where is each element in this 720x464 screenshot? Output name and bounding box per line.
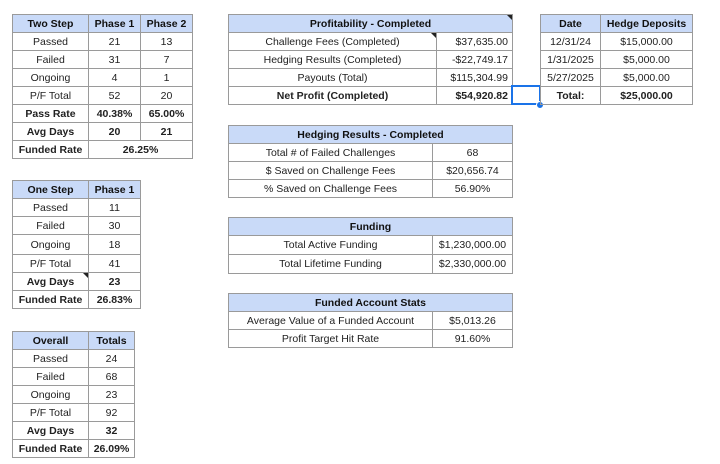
cell[interactable]: $1,230,000.00 [433,236,513,255]
cell[interactable]: 68 [433,144,513,162]
table-row [13,217,141,235]
row-label[interactable]: Ongoing [13,235,89,255]
date-cell[interactable]: 12/31/24 [541,33,601,51]
date-header[interactable]: Date [541,15,601,33]
table-row [13,404,135,422]
row-label[interactable]: Avg Days [13,123,89,141]
cell[interactable]: 32 [89,422,135,440]
cell[interactable]: 1 [141,69,193,87]
table-row [229,87,513,105]
cell[interactable]: $54,920.82 [437,87,513,105]
cell[interactable]: 7 [141,51,193,69]
table-row [13,422,135,440]
row-label[interactable]: Payouts (Total) [229,69,437,87]
table-row [229,162,513,180]
cell[interactable]: 65.00% [141,105,193,123]
table-row [13,87,193,105]
cell[interactable]: 23 [89,386,135,404]
row-label[interactable]: Funded Rate [13,141,89,159]
overall-header[interactable]: Overall [13,332,89,350]
cell[interactable]: 11 [89,199,141,217]
cell[interactable]: 26.09% [89,440,135,458]
one-step-table [12,180,141,309]
row-label[interactable]: Average Value of a Funded Account [229,312,433,330]
table-row [13,199,141,217]
cell[interactable]: 24 [89,350,135,368]
table-row [229,312,513,330]
cell[interactable]: $37,635.00 [437,33,513,51]
cell[interactable]: $5,000.00 [601,51,693,69]
row-label[interactable]: Failed [13,368,89,386]
cell[interactable]: $5,013.26 [433,312,513,330]
profitability-table [228,14,513,105]
selected-cell[interactable] [512,86,540,104]
cell[interactable]: 18 [89,235,141,255]
phase-1-header[interactable]: Phase 1 [89,15,141,33]
hedge-deposits-table [540,14,693,105]
cell[interactable]: 13 [141,33,193,51]
cell[interactable]: 56.90% [433,180,513,198]
row-label[interactable]: Total # of Failed Challenges [229,144,433,162]
two-step-table [12,14,193,159]
table-row [13,273,141,291]
table-row [13,235,141,255]
date-cell[interactable]: 5/27/2025 [541,69,601,87]
cell[interactable]: 31 [89,51,141,69]
funding-title[interactable]: Funding [229,218,513,236]
table-row [229,33,513,51]
cell[interactable]: 92 [89,404,135,422]
cell[interactable]: 52 [89,87,141,105]
row-label[interactable]: Pass Rate [13,105,89,123]
row-label[interactable]: Failed [13,51,89,69]
row-label[interactable]: Passed [13,199,89,217]
table-row [13,291,141,309]
table-row [541,87,693,105]
table-row [13,123,193,141]
cell[interactable]: 20 [141,87,193,105]
cell[interactable]: 21 [89,33,141,51]
profitability-title[interactable]: Profitability - Completed [229,15,513,33]
hedging-title[interactable]: Hedging Results - Completed [229,126,513,144]
table-row [229,236,513,255]
row-label[interactable]: Funded Rate [13,291,89,309]
phase-2-header[interactable]: Phase 2 [141,15,193,33]
row-label[interactable]: Total Active Funding [229,236,433,255]
funding-table [228,217,513,274]
cell[interactable]: 23 [89,273,141,291]
hedging-results-table [228,125,513,198]
cell[interactable]: $20,656.74 [433,162,513,180]
table-row [13,386,135,404]
total-label[interactable]: Total: [541,87,601,105]
funded-rate-value[interactable]: 26.25% [89,141,193,159]
cell[interactable]: 20 [89,123,141,141]
row-label[interactable]: Challenge Fees (Completed) [229,33,437,51]
table-row [13,33,193,51]
two-step-header[interactable]: Two Step [13,15,89,33]
table-row [541,33,693,51]
table-row [229,330,513,348]
row-label[interactable]: % Saved on Challenge Fees [229,180,433,198]
row-label[interactable]: Passed [13,33,89,51]
row-label[interactable]: Profit Target Hit Rate [229,330,433,348]
cell[interactable]: 91.60% [433,330,513,348]
cell[interactable]: $2,330,000.00 [433,255,513,274]
funded-stats-title[interactable]: Funded Account Stats [229,294,513,312]
table-row [13,368,135,386]
cell[interactable]: 68 [89,368,135,386]
cell[interactable]: -$22,749.17 [437,51,513,69]
row-label[interactable]: P/F Total [13,255,89,273]
table-row [541,69,693,87]
table-row [229,180,513,198]
row-label[interactable]: Avg Days [13,273,89,291]
table-row [229,69,513,87]
table-row [229,51,513,69]
row-label[interactable]: Ongoing [13,386,89,404]
row-label[interactable]: Ongoing [13,69,89,87]
table-row [13,255,141,273]
totals-header[interactable]: Totals [89,332,135,350]
row-label[interactable]: P/F Total [13,87,89,105]
row-label[interactable]: Hedging Results (Completed) [229,51,437,69]
table-row [229,144,513,162]
row-label[interactable]: Failed [13,217,89,235]
table-row [541,51,693,69]
row-label[interactable]: Net Profit (Completed) [229,87,437,105]
cell[interactable]: 21 [141,123,193,141]
overall-table [12,331,135,458]
cell[interactable]: 4 [89,69,141,87]
cell[interactable]: $5,000.00 [601,69,693,87]
table-row [13,440,135,458]
funded-account-stats-table [228,293,513,348]
total-value[interactable]: $25,000.00 [601,87,693,105]
row-label[interactable]: $ Saved on Challenge Fees [229,162,433,180]
cell[interactable]: $115,304.99 [437,69,513,87]
cell[interactable]: 30 [89,217,141,235]
row-label[interactable]: Avg Days [13,422,89,440]
row-label[interactable]: Total Lifetime Funding [229,255,433,274]
row-label[interactable]: Passed [13,350,89,368]
phase-1-header[interactable]: Phase 1 [89,181,141,199]
table-row [13,350,135,368]
row-label[interactable]: Funded Rate [13,440,89,458]
table-row [13,51,193,69]
one-step-header[interactable]: One Step [13,181,89,199]
table-row [13,141,193,159]
hedge-deposits-header[interactable]: Hedge Deposits [601,15,693,33]
cell[interactable]: 41 [89,255,141,273]
table-row [13,105,193,123]
cell[interactable]: $15,000.00 [601,33,693,51]
date-cell[interactable]: 1/31/2025 [541,51,601,69]
row-label[interactable]: P/F Total [13,404,89,422]
table-row [229,255,513,274]
table-row [13,69,193,87]
cell[interactable]: 40.38% [89,105,141,123]
cell[interactable]: 26.83% [89,291,141,309]
